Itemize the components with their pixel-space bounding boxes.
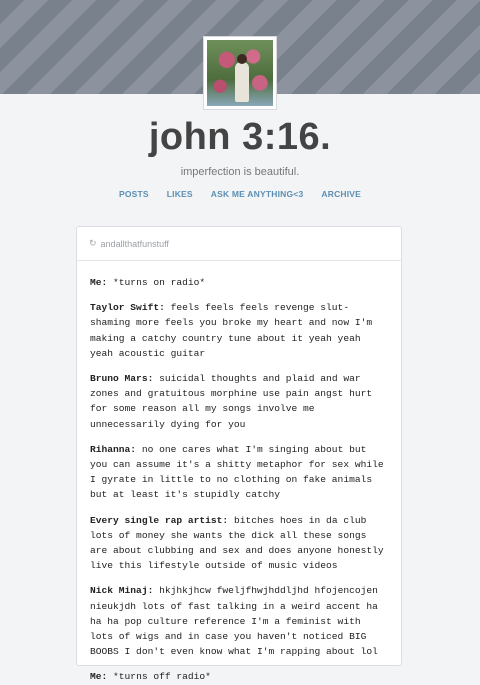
line-text: suicidal thoughts and plaid and war zones and gratuitous morphine use pain angst hurt for some reason all my songs involve me unnecessarily dying for you [90,373,373,430]
speaker: Me: [90,277,108,288]
line-text: feels feels feels revenge slut-shaming more feels you broke my heart and now I'm making a catchy country tune about it yeah yeah yeah acoustic guitar [90,302,373,359]
speaker: Nick Minaj: [90,585,154,597]
post-line [90,442,389,503]
post-body [77,261,401,685]
post-line [90,513,389,574]
nav-link-likes[interactable]: LIKES [166,189,193,199]
post-card [76,226,402,683]
speaker: Bruno Mars: [90,373,154,385]
avatar-photo [207,40,273,106]
reblog-source[interactable]: andallthatfunstuff [100,238,169,249]
nav-link-posts[interactable]: POSTS [118,189,149,199]
line-text: no one cares what I'm singing about but you can assume it's a shitty metaphor for sex while I gyrate in little to no clothing on fake animals but at least it's stupidly catchy [90,443,384,501]
speaker: Rihanna: [90,443,137,455]
post-line [90,669,389,684]
reblog-icon: ↻ [89,238,97,248]
post-line [90,275,389,290]
speaker: Me: [90,671,108,683]
line-text: *turns on radio* [107,277,206,288]
line-text: bitches hoes in da club lots of money she wants the dick all these songs are about clubbing and sex and does anyone honestly live this lifestyle outside of music videos [90,514,384,572]
blog-description: imperfection is beautiful. [180,166,300,178]
post-header [77,227,401,261]
nav-link-archive[interactable]: ARCHIVE [321,189,362,199]
speaker: Taylor Swift: [90,302,165,314]
blog-title[interactable]: john 3:16. [148,116,332,158]
line-text: hkjhkjhcw fweljfhwjhddljhd hfojencojen nieukjdh lots of fast talking in a weird accent ha ha ha pop culture reference I'm a feminist with lots of wigs and in case you haven't noticed BIG BOOBS I don't even know what I'm rapping about lol [90,585,378,658]
nav-link-ask[interactable]: ASK ME ANYTHING<3 [210,189,304,199]
post-line [90,583,389,659]
post-line [90,371,389,432]
avatar[interactable] [203,36,277,110]
avatar-person [235,62,249,102]
speaker: Every single rap artist: [90,514,229,526]
line-text: *turns off radio* [107,671,211,683]
post-line [90,300,389,361]
blog-nav [0,189,480,199]
